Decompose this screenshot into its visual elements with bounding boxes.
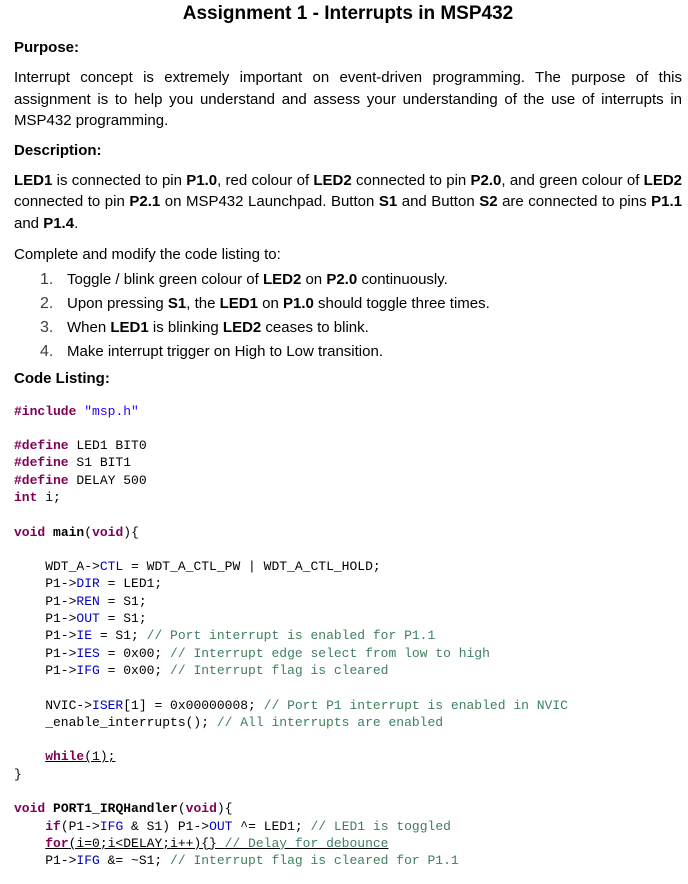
- code-line: P1->OUT = S1;: [14, 611, 147, 627]
- list-item: 2. Upon pressing S1, the LED1 on P1.0 should toggle three times.: [40, 294, 490, 312]
- list-item: 1. Toggle / blink green colour of LED2 on P2.0 continuously.: [40, 270, 448, 288]
- code-line: _enable_interrupts(); // All interrupts are enabled: [14, 714, 444, 730]
- code-line: WDT_A->CTL = WDT_A_CTL_PW | WDT_A_CTL_HOLD;: [14, 559, 381, 575]
- code-line: void PORT1_IRQHandler(void){: [14, 801, 233, 817]
- code-line: P1->IE = S1; // Port interrupt is enabled for P1.1: [14, 628, 436, 644]
- code-line: #define LED1 BIT0: [14, 438, 147, 454]
- code-line: #define S1 BIT1: [14, 455, 132, 471]
- code-line: P1->IFG &= ~S1; // Interrupt flag is cleared for P1.1: [14, 853, 459, 869]
- description-paragraph: LED1 is connected to pin P1.0, red colour of LED2 connected to pin P2.0, and green colour of LED2 connected to pin P2.1 on MSP432 Launchpad. Button S1 and Button S2 are connected to pins P1.1 and P1.4.: [14, 171, 682, 232]
- purpose-heading: Purpose:: [14, 39, 80, 56]
- code-line: P1->IES = 0x00; // Interrupt edge select from low to high: [14, 645, 490, 661]
- code-line: P1->IFG = 0x00; // Interrupt flag is cleared: [14, 662, 389, 678]
- code-line: P1->REN = S1;: [14, 593, 147, 609]
- code-line: NVIC->ISER[1] = 0x00000008; // Port P1 interrupt is enabled in NVIC: [14, 697, 568, 713]
- code-line: }: [14, 766, 22, 782]
- page-title: Assignment 1 - Interrupts in MSP432: [182, 3, 514, 24]
- list-item: 4. Make interrupt trigger on High to Low transition.: [40, 342, 383, 360]
- purpose-text: Interrupt concept is extremely important on event-driven programming. The purpose of this assignment is to help you understand and assess your understanding of the use of interrupts in MSP432 programming.: [14, 69, 682, 129]
- code-line: int i;: [14, 489, 61, 505]
- list-item: 3. When LED1 is blinking LED2 ceases to blink.: [40, 318, 369, 336]
- code-line: if(P1->IFG & S1) P1->OUT ^= LED1; // LED1 is toggled: [45, 818, 451, 834]
- code-listing-heading: Code Listing:: [14, 369, 110, 387]
- description-complete-intro: Complete and modify the code listing to:: [14, 246, 281, 263]
- code-line: #define DELAY 500: [14, 472, 147, 488]
- code-line: while(1);: [45, 749, 116, 765]
- code-line: #include "msp.h": [14, 403, 139, 419]
- document-page: [14, 0, 682, 870]
- code-line: void main(void){: [14, 524, 139, 540]
- code-line: for(i=0;i<DELAY;i++){} // Delay for debounce: [45, 835, 389, 851]
- code-block: [14, 403, 682, 870]
- task-list: [14, 268, 682, 364]
- description-heading: Description:: [14, 141, 102, 159]
- code-line: P1->DIR = LED1;: [14, 576, 163, 592]
